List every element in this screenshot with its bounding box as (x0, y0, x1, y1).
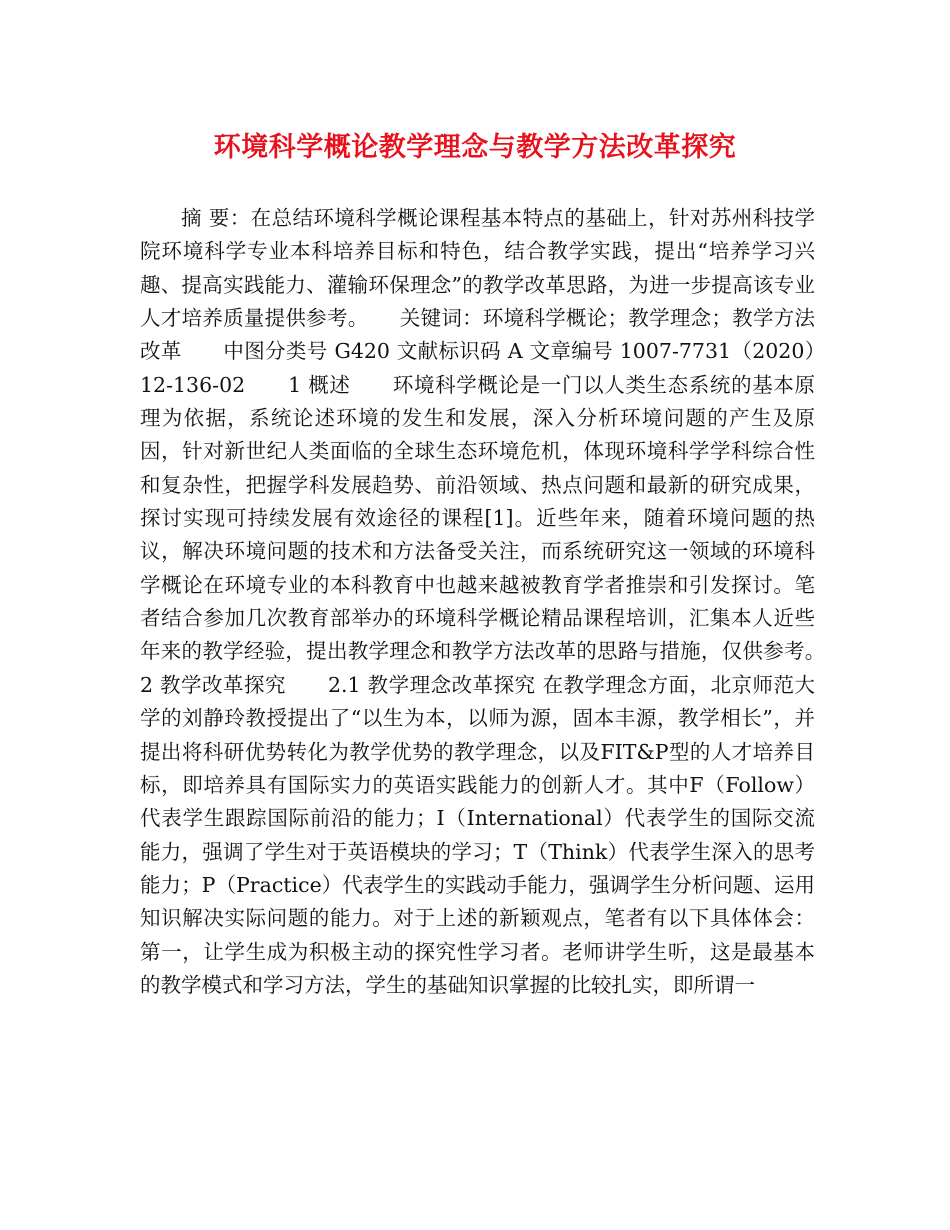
document-title: 环境科学概论教学理念与教学方法改革探究 (213, 132, 737, 163)
document-body: 摘 要：在总结环境科学概论课程基本特点的基础上，针对苏州科技学院环境科学专业本科培养目标和特色，结合教学实践，提出“培养学习兴趣、提高实践能力、灌输环保理念”的教学改革思路，为进一步提高该专业人才培养质量提供参考。 关键词：环境科学概论；教学理念；教学方法改革 中图分类号 G420 文献标识码 A 文章编号 1007-7731（2020）12-136-02 1 概述 环境科学概论是一门以人类生态系统的基本原理为依据，系统论述环境的发生和发展，深入分析环境问题的产生及原因，针对新世纪人类面临的全球生态环境危机，体现环境科学学科综合性和复杂性，把握学科发展趋势、前沿领域、热点问题和最新的研究成果，探讨实现可持续发展有效途径的课程[1]。近些年来，随着环境问题的热议，解决环境问题的技术和方法备受关注，而系统研究这一领域的环境科学概论在环境专业的本科教育中也越来越被教育学者推崇和引发探讨。笔者结合参加几次教育部举办的环境科学概论精品课程培训，汇集本人近些年来的教学经验，提出教学理念和教学方法改革的思路与措施，仅供参考。 2 教学改革探究 2.1 教学理念改革探究 在教学理念方面，北京师范大学的刘静玲教授提出了“以生为本，以师为源，固本丰源，教学相长”，并提出将科研优势转化为教学优势的教学理念，以及FIT&P型的人才培养目标，即培养具有国际实力的英语实践能力的创新人才。其中F（Follow）代表学生跟踪国际前沿的能力；I（International）代表学生的国际交流能力，强调了学生对于英语模块的学习；T（Think）代表学生深入的思考能力；P（Practice）代表学生的实践动手能力，强调学生分析问题、运用知识解决实际问题的能力。对于上述的新颖观点，笔者有以下具体体会：第一，让学生成为积极主动的探究性学习者。老师讲学生听，这是最基本的教学模式和学习方法，学生的基础知识掌握的比较扎实，即所谓一 (140, 206, 856, 997)
